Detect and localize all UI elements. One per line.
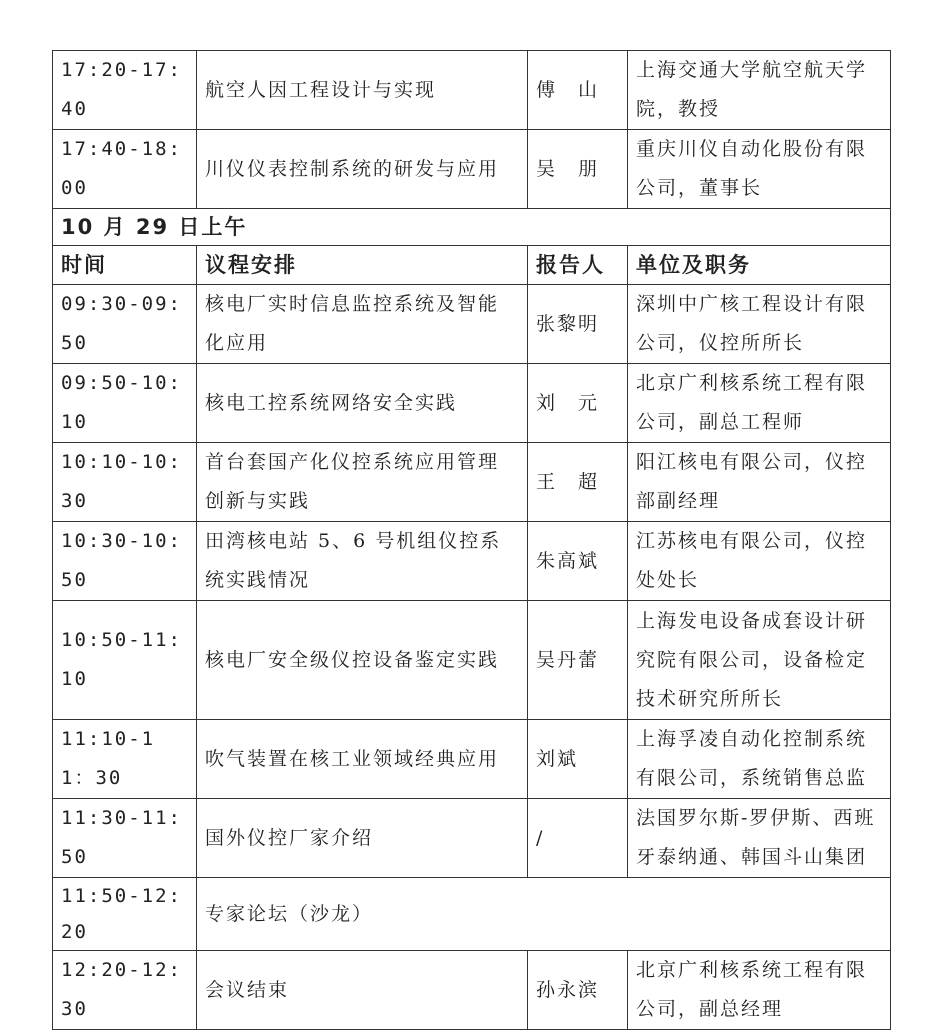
time-cell: 10:50-11:10 (53, 601, 197, 720)
speaker-cell: 孙永滨 (528, 951, 628, 1030)
forum-row (53, 878, 891, 951)
table-row (53, 285, 891, 364)
time-cell: 10:30-10:50 (53, 522, 197, 601)
table-row (53, 720, 891, 799)
topic-cell: 专家论坛（沙龙） (197, 878, 891, 951)
header-org: 单位及职务 (628, 246, 891, 285)
table-row (53, 951, 891, 1030)
time-cell: 11:10-11：30 (53, 720, 197, 799)
time-cell: 10:10-10:30 (53, 443, 197, 522)
time-cell: 11:30-11:50 (53, 799, 197, 878)
speaker-cell: 张黎明 (528, 285, 628, 364)
speaker-cell: 吴 朋 (528, 130, 628, 209)
topic-cell: 国外仪控厂家介绍 (197, 799, 528, 878)
org-cell: 法国罗尔斯-罗伊斯、西班牙泰纳通、韩国斗山集团 (628, 799, 891, 878)
header-speaker: 报告人 (528, 246, 628, 285)
table-row (53, 130, 891, 209)
table-row (53, 522, 891, 601)
time-cell: 11:50-12:20 (53, 878, 197, 951)
speaker-cell: 王 超 (528, 443, 628, 522)
topic-cell: 首台套国产化仪控系统应用管理创新与实践 (197, 443, 528, 522)
time-cell: 09:50-10:10 (53, 364, 197, 443)
speaker-cell: / (528, 799, 628, 878)
speaker-cell: 吴丹蕾 (528, 601, 628, 720)
day-label: 10 月 29 日上午 (53, 209, 891, 246)
org-cell: 上海发电设备成套设计研究院有限公司，设备检定技术研究所所长 (628, 601, 891, 720)
time-cell: 17:20-17:40 (53, 51, 197, 130)
header-time: 时间 (53, 246, 197, 285)
table-row (53, 51, 891, 130)
speaker-cell: 傅 山 (528, 51, 628, 130)
org-cell: 重庆川仪自动化股份有限公司，董事长 (628, 130, 891, 209)
topic-cell: 核电厂实时信息监控系统及智能化应用 (197, 285, 528, 364)
org-cell: 北京广利核系统工程有限公司，副总工程师 (628, 364, 891, 443)
header-topic: 议程安排 (197, 246, 528, 285)
org-cell: 深圳中广核工程设计有限公司，仪控所所长 (628, 285, 891, 364)
speaker-cell: 刘斌 (528, 720, 628, 799)
table-row (53, 799, 891, 878)
org-cell: 阳江核电有限公司，仪控部副经理 (628, 443, 891, 522)
org-cell: 北京广利核系统工程有限公司，副总经理 (628, 951, 891, 1030)
time-cell: 09:30-09:50 (53, 285, 197, 364)
topic-cell: 航空人因工程设计与实现 (197, 51, 528, 130)
table-row (53, 601, 891, 720)
topic-cell: 核电厂安全级仪控设备鉴定实践 (197, 601, 528, 720)
day-header-row (53, 209, 891, 246)
topic-cell: 会议结束 (197, 951, 528, 1030)
org-cell: 上海孚凌自动化控制系统有限公司，系统销售总监 (628, 720, 891, 799)
time-cell: 12:20-12:30 (53, 951, 197, 1030)
table-row (53, 443, 891, 522)
topic-cell: 田湾核电站 5、6 号机组仪控系统实践情况 (197, 522, 528, 601)
topic-cell: 核电工控系统网络安全实践 (197, 364, 528, 443)
speaker-cell: 朱高斌 (528, 522, 628, 601)
column-header-row (53, 246, 891, 285)
agenda-table (52, 50, 891, 1030)
time-cell: 17:40-18:00 (53, 130, 197, 209)
topic-cell: 吹气装置在核工业领域经典应用 (197, 720, 528, 799)
table-row (53, 364, 891, 443)
speaker-cell: 刘 元 (528, 364, 628, 443)
org-cell: 上海交通大学航空航天学院，教授 (628, 51, 891, 130)
topic-cell: 川仪仪表控制系统的研发与应用 (197, 130, 528, 209)
org-cell: 江苏核电有限公司，仪控处处长 (628, 522, 891, 601)
